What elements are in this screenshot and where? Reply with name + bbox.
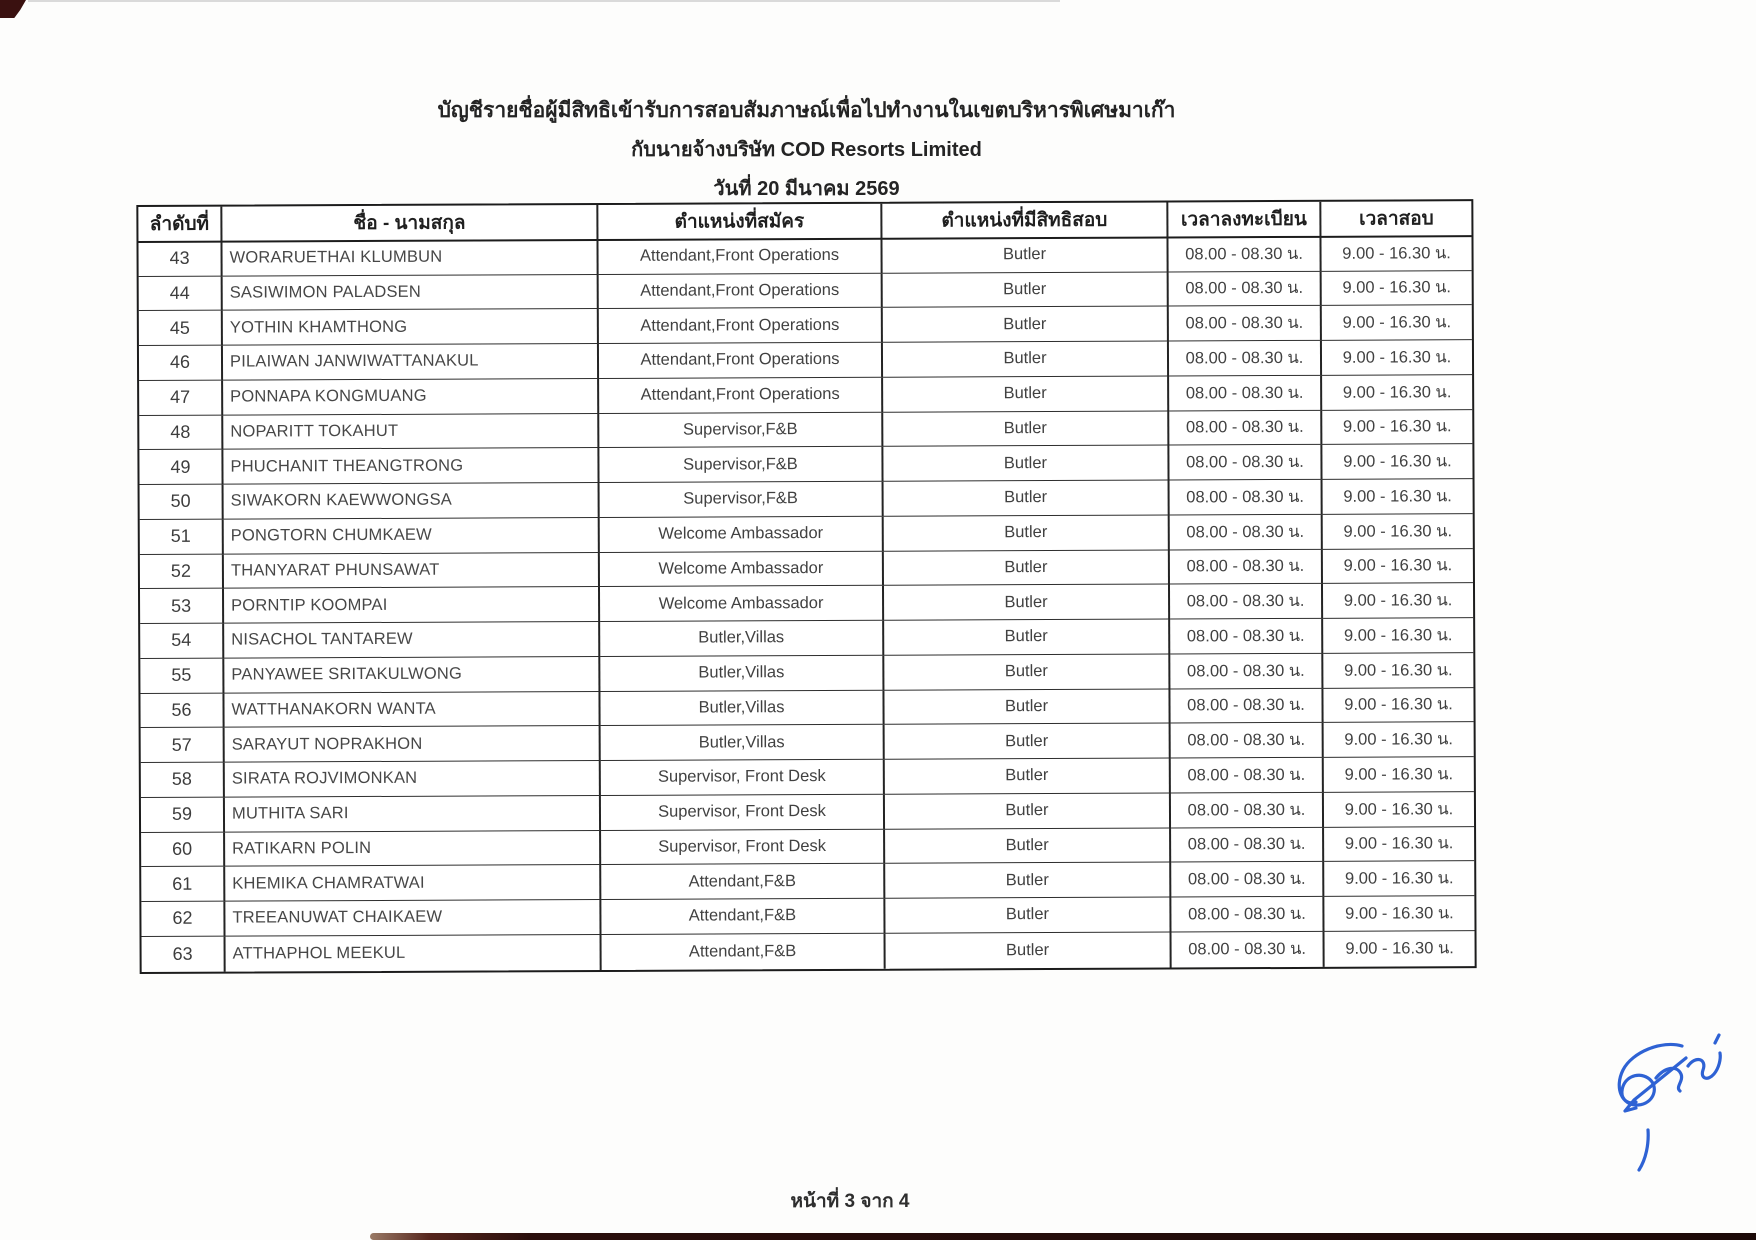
row-position-applied-cell: Supervisor,F&B xyxy=(600,482,884,518)
row-exam-time-cell: 9.00 - 16.30 น. xyxy=(1323,688,1473,723)
row-registration-time-cell: 08.00 - 08.30 น. xyxy=(1168,237,1321,272)
row-name-cell: PONNAPA KONGMUANG xyxy=(223,379,599,415)
row-position-eligible-cell: Butler xyxy=(884,619,1170,655)
row-registration-time-cell: 08.00 - 08.30 น. xyxy=(1169,376,1322,411)
row-position-eligible-cell: Butler xyxy=(886,932,1172,968)
row-name-cell: KHEMIKA CHAMRATWAI xyxy=(225,865,601,901)
row-registration-time-cell: 08.00 - 08.30 น. xyxy=(1170,654,1323,689)
row-no-cell: 47 xyxy=(139,380,223,415)
row-no-cell: 46 xyxy=(139,346,223,381)
row-name-cell: SASIWIMON PALADSEN xyxy=(223,274,599,310)
row-position-eligible-cell: Butler xyxy=(885,758,1171,794)
document-employer-line: กับนายจ้างบริษัท COD Resorts Limited xyxy=(631,139,982,161)
row-name-cell: TREEANUWAT CHAIKAEW xyxy=(225,900,601,936)
row-no-cell: 61 xyxy=(141,867,225,902)
row-exam-time-cell: 9.00 - 16.30 น. xyxy=(1323,618,1473,653)
row-exam-time-cell: 9.00 - 16.30 น. xyxy=(1322,271,1472,306)
row-registration-time-cell: 08.00 - 08.30 น. xyxy=(1170,619,1323,654)
applicants-table xyxy=(136,199,1476,973)
row-position-applied-cell: Attendant,F&B xyxy=(601,864,885,900)
row-no-cell: 57 xyxy=(141,728,225,763)
row-position-eligible-cell: Butler xyxy=(883,272,1169,308)
row-exam-time-cell: 9.00 - 16.30 น. xyxy=(1323,653,1473,688)
row-no-cell: 54 xyxy=(140,624,224,659)
row-exam-time-cell: 9.00 - 16.30 น. xyxy=(1324,861,1474,896)
row-name-cell: RATIKARN POLIN xyxy=(225,830,601,866)
row-registration-time-cell: 08.00 - 08.30 น. xyxy=(1169,341,1322,376)
row-name-cell: SARAYUT NOPRAKHON xyxy=(225,726,601,762)
row-no-cell: 45 xyxy=(139,311,223,346)
row-position-eligible-cell: Butler xyxy=(884,654,1170,690)
row-position-applied-cell: Attendant,Front Operations xyxy=(599,308,883,344)
row-name-cell: PANYAWEE SRITAKULWONG xyxy=(224,657,600,693)
row-position-applied-cell: Attendant,Front Operations xyxy=(599,273,883,309)
row-exam-time-cell: 9.00 - 16.30 น. xyxy=(1322,410,1472,445)
row-registration-time-cell: 08.00 - 08.30 น. xyxy=(1169,410,1322,445)
document-title: บัญชีรายชื่อผู้มีสิทธิเข้ารับการสอบสัมภาษณ์เพื่อไปทำงานในเขตบริหารพิเศษมาเก๊า xyxy=(437,99,1176,122)
signature-tail-stroke xyxy=(1688,1053,1720,1078)
row-position-eligible-cell: Butler xyxy=(883,341,1169,377)
column-header-name: ชื่อ - นามสกุล xyxy=(222,205,598,243)
row-position-eligible-cell: Butler xyxy=(883,376,1169,412)
row-registration-time-cell: 08.00 - 08.30 น. xyxy=(1171,723,1324,758)
row-position-applied-cell: Butler,Villas xyxy=(601,725,885,761)
row-registration-time-cell: 08.00 - 08.30 น. xyxy=(1171,793,1324,828)
row-no-cell: 43 xyxy=(138,241,222,276)
row-name-cell: YOTHIN KHAMTHONG xyxy=(223,309,599,345)
row-position-applied-cell: Supervisor, Front Desk xyxy=(601,794,885,830)
row-position-applied-cell: Butler,Villas xyxy=(600,621,884,657)
row-name-cell: PORNTIP KOOMPAI xyxy=(224,587,600,623)
column-header-registration-time: เวลาลงทะเบียน xyxy=(1168,202,1321,239)
row-position-applied-cell: Attendant,Front Operations xyxy=(598,238,882,274)
row-no-cell: 53 xyxy=(140,589,224,624)
signature-downstroke xyxy=(1639,1130,1648,1170)
row-exam-time-cell: 9.00 - 16.30 น. xyxy=(1323,479,1473,514)
row-no-cell: 58 xyxy=(141,763,225,798)
scan-artifact-bottom-bar xyxy=(370,1233,1756,1240)
row-position-applied-cell: Welcome Ambassador xyxy=(600,516,884,552)
row-position-eligible-cell: Butler xyxy=(883,446,1169,482)
column-header-position-applied: ตำแหน่งที่สมัคร xyxy=(598,204,882,241)
row-name-cell: PHUCHANIT THEANGTRONG xyxy=(223,448,599,484)
row-registration-time-cell: 08.00 - 08.30 น. xyxy=(1171,862,1324,897)
row-name-cell: NISACHOL TANTAREW xyxy=(224,622,600,658)
row-no-cell: 62 xyxy=(141,902,225,937)
row-registration-time-cell: 08.00 - 08.30 น. xyxy=(1172,932,1325,967)
row-no-cell: 63 xyxy=(142,936,226,971)
row-name-cell: ATTHAPHOL MEEKUL xyxy=(226,935,602,971)
row-position-eligible-cell: Butler xyxy=(885,724,1171,760)
row-no-cell: 59 xyxy=(141,797,225,832)
row-no-cell: 52 xyxy=(140,554,224,589)
row-position-applied-cell: Attendant,F&B xyxy=(602,933,886,969)
column-header-position-eligible: ตำแหน่งที่มีสิทธิสอบ xyxy=(882,203,1168,240)
row-name-cell: SIRATA ROJVIMONKAN xyxy=(225,761,601,797)
row-name-cell: SIWAKORN KAEWWONGSA xyxy=(224,483,600,519)
row-name-cell: PONGTORN CHUMKAEW xyxy=(224,518,600,554)
row-registration-time-cell: 08.00 - 08.30 น. xyxy=(1170,515,1323,550)
signature-dot-stroke xyxy=(1715,1035,1719,1043)
row-position-applied-cell: Butler,Villas xyxy=(600,655,884,691)
row-registration-time-cell: 08.00 - 08.30 น. xyxy=(1171,827,1324,862)
row-position-eligible-cell: Butler xyxy=(884,515,1170,551)
row-position-applied-cell: Butler,Villas xyxy=(600,690,884,726)
row-registration-time-cell: 08.00 - 08.30 น. xyxy=(1171,897,1324,932)
column-header-exam-time: เวลาสอบ xyxy=(1321,201,1471,238)
row-position-applied-cell: Supervisor,F&B xyxy=(599,412,883,448)
row-no-cell: 55 xyxy=(140,658,224,693)
row-exam-time-cell: 9.00 - 16.30 น. xyxy=(1321,236,1471,271)
row-position-applied-cell: Supervisor, Front Desk xyxy=(601,829,885,865)
row-no-cell: 50 xyxy=(140,485,224,520)
row-exam-time-cell: 9.00 - 16.30 น. xyxy=(1322,375,1472,410)
row-position-applied-cell: Attendant,F&B xyxy=(601,899,885,935)
row-no-cell: 60 xyxy=(141,832,225,867)
row-position-eligible-cell: Butler xyxy=(883,307,1169,343)
signature-loop-stroke xyxy=(1619,1044,1682,1105)
row-position-eligible-cell: Butler xyxy=(885,897,1171,933)
row-position-applied-cell: Attendant,Front Operations xyxy=(599,377,883,413)
row-no-cell: 56 xyxy=(140,693,224,728)
row-exam-time-cell: 9.00 - 16.30 น. xyxy=(1324,722,1474,757)
handwritten-signature xyxy=(1596,1026,1730,1176)
row-exam-time-cell: 9.00 - 16.30 น. xyxy=(1324,896,1474,931)
row-registration-time-cell: 08.00 - 08.30 น. xyxy=(1170,688,1323,723)
row-exam-time-cell: 9.00 - 16.30 น. xyxy=(1324,792,1474,827)
row-position-eligible-cell: Butler xyxy=(884,689,1170,725)
row-no-cell: 44 xyxy=(139,276,223,311)
row-position-eligible-cell: Butler xyxy=(885,793,1171,829)
row-position-eligible-cell: Butler xyxy=(884,550,1170,586)
document-date-line: วันที่ 20 มีนาคม 2569 xyxy=(713,178,900,200)
row-position-applied-cell: Welcome Ambassador xyxy=(600,551,884,587)
row-registration-time-cell: 08.00 - 08.30 น. xyxy=(1170,549,1323,584)
row-position-eligible-cell: Butler xyxy=(884,480,1170,516)
row-position-eligible-cell: Butler xyxy=(885,863,1171,899)
row-name-cell: WATTHANAKORN WANTA xyxy=(224,691,600,727)
row-position-applied-cell: Supervisor, Front Desk xyxy=(601,760,885,796)
row-position-applied-cell: Attendant,Front Operations xyxy=(599,343,883,379)
column-header-no: ลำดับที่ xyxy=(138,207,222,243)
row-exam-time-cell: 9.00 - 16.30 น. xyxy=(1324,757,1474,792)
page-footer: หน้าที่ 3 จาก 4 xyxy=(790,1191,910,1212)
row-name-cell: PILAIWAN JANWIWATTANAKUL xyxy=(223,344,599,380)
row-position-eligible-cell: Butler xyxy=(882,237,1168,273)
row-name-cell: WORARUETHAI KLUMBUN xyxy=(222,240,598,276)
row-registration-time-cell: 08.00 - 08.30 น. xyxy=(1169,306,1322,341)
row-registration-time-cell: 08.00 - 08.30 น. xyxy=(1171,758,1324,793)
row-position-applied-cell: Supervisor,F&B xyxy=(599,447,883,483)
row-name-cell: THANYARAT PHUNSAWAT xyxy=(224,552,600,588)
row-exam-time-cell: 9.00 - 16.30 น. xyxy=(1322,305,1472,340)
row-no-cell: 48 xyxy=(139,415,223,450)
scan-artifact-top-line xyxy=(28,0,1060,2)
row-exam-time-cell: 9.00 - 16.30 น. xyxy=(1322,340,1472,375)
row-exam-time-cell: 9.00 - 16.30 น. xyxy=(1323,549,1473,584)
scan-artifact-corner xyxy=(0,0,26,18)
row-exam-time-cell: 9.00 - 16.30 น. xyxy=(1322,444,1472,479)
row-registration-time-cell: 08.00 - 08.30 น. xyxy=(1170,480,1323,515)
row-position-eligible-cell: Butler xyxy=(885,828,1171,864)
row-position-eligible-cell: Butler xyxy=(884,585,1170,621)
row-registration-time-cell: 08.00 - 08.30 น. xyxy=(1169,271,1322,306)
row-name-cell: NOPARITT TOKAHUT xyxy=(223,413,599,449)
row-registration-time-cell: 08.00 - 08.30 น. xyxy=(1169,445,1322,480)
row-position-applied-cell: Welcome Ambassador xyxy=(600,586,884,622)
row-registration-time-cell: 08.00 - 08.30 น. xyxy=(1170,584,1323,619)
row-exam-time-cell: 9.00 - 16.30 น. xyxy=(1345,939,1454,958)
row-no-cell: 49 xyxy=(139,450,223,485)
row-exam-time-cell: 9.00 - 16.30 น. xyxy=(1323,514,1473,549)
row-exam-time-cell: 9.00 - 16.30 น. xyxy=(1324,827,1474,862)
row-exam-time-cell: 9.00 - 16.30 น. xyxy=(1323,583,1473,618)
row-position-eligible-cell: Butler xyxy=(883,411,1169,447)
row-no-cell: 51 xyxy=(140,519,224,554)
row-name-cell: MUTHITA SARI xyxy=(225,796,601,832)
